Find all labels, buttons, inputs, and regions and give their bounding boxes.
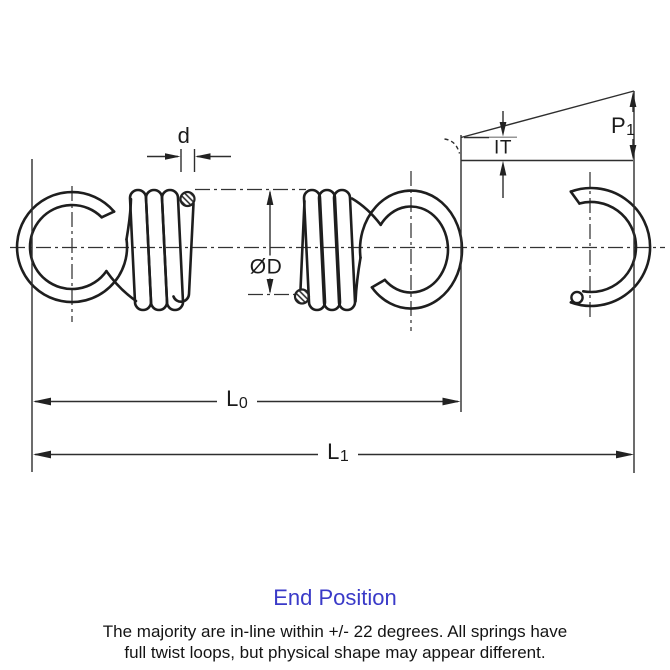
right-hook bbox=[352, 191, 462, 309]
end-hook-top-cap bbox=[571, 192, 580, 204]
dim-label-it-text: IT bbox=[494, 137, 512, 159]
spring-outline bbox=[17, 188, 650, 310]
wire-section-top bbox=[181, 192, 195, 206]
l1-arrow-right-tip bbox=[616, 451, 634, 459]
d-arrow-right-tip bbox=[195, 153, 211, 160]
l0-arrow-left-tip bbox=[33, 398, 51, 406]
coil-loop bbox=[334, 190, 355, 310]
diagram-caption bbox=[0, 621, 670, 663]
p1-slant-line bbox=[461, 91, 634, 138]
coil-loop bbox=[162, 190, 183, 310]
dim-label-wire-diameter bbox=[178, 125, 191, 147]
od-arrow-up-tip bbox=[267, 190, 274, 205]
dim-label-p1-main: P bbox=[610, 113, 627, 138]
caption-line-1: The majority are in-line within +/- 22 degrees. All springs have bbox=[102, 622, 568, 641]
dimension-lines bbox=[32, 91, 634, 473]
dim-label-coil-diameter bbox=[245, 256, 288, 279]
dim-label-l0-main: L bbox=[226, 386, 239, 411]
p1-arrow-down-tip bbox=[630, 145, 637, 160]
caption-line-2: full twist loops, but physical shape may appear different. bbox=[124, 643, 546, 662]
right-hook-inner-arc bbox=[381, 207, 448, 293]
dim-label-od-text: ØD bbox=[249, 255, 283, 279]
dim-label-end-load bbox=[611, 115, 635, 139]
dim-label-free-length bbox=[221, 387, 253, 413]
left-hook-tip-cap bbox=[102, 212, 114, 218]
it-arrow-down-tip bbox=[500, 122, 507, 137]
dim-label-l0-sub: 0 bbox=[238, 395, 248, 412]
dim-label-overall-length bbox=[322, 440, 354, 466]
d-arrow-left-tip bbox=[165, 153, 181, 160]
dim-label-d-text: d bbox=[177, 123, 191, 148]
dim-label-p1-sub: 1 bbox=[626, 122, 636, 139]
dim-label-l1-main: L bbox=[327, 439, 340, 464]
rotated-hook-dash-arc bbox=[445, 139, 460, 154]
end-hook-wire-tip bbox=[571, 292, 582, 303]
p1-arrow-up-tip bbox=[630, 92, 637, 107]
l1-arrow-left-tip bbox=[33, 451, 51, 459]
right-hook-to-coil-bottom bbox=[356, 258, 361, 302]
l0-arrow-right-tip bbox=[443, 398, 461, 406]
right-hook-tip-cap bbox=[372, 280, 385, 288]
left-coil-group bbox=[130, 190, 194, 310]
arrowheads bbox=[33, 92, 636, 458]
it-arrow-up-tip bbox=[500, 161, 507, 176]
wire-section-bottom bbox=[295, 290, 309, 304]
od-arrow-down-tip bbox=[267, 279, 274, 294]
diagram-title: End Position bbox=[273, 585, 397, 610]
dim-label-initial-tension bbox=[489, 138, 517, 159]
dim-label-l1-sub: 1 bbox=[339, 448, 349, 465]
